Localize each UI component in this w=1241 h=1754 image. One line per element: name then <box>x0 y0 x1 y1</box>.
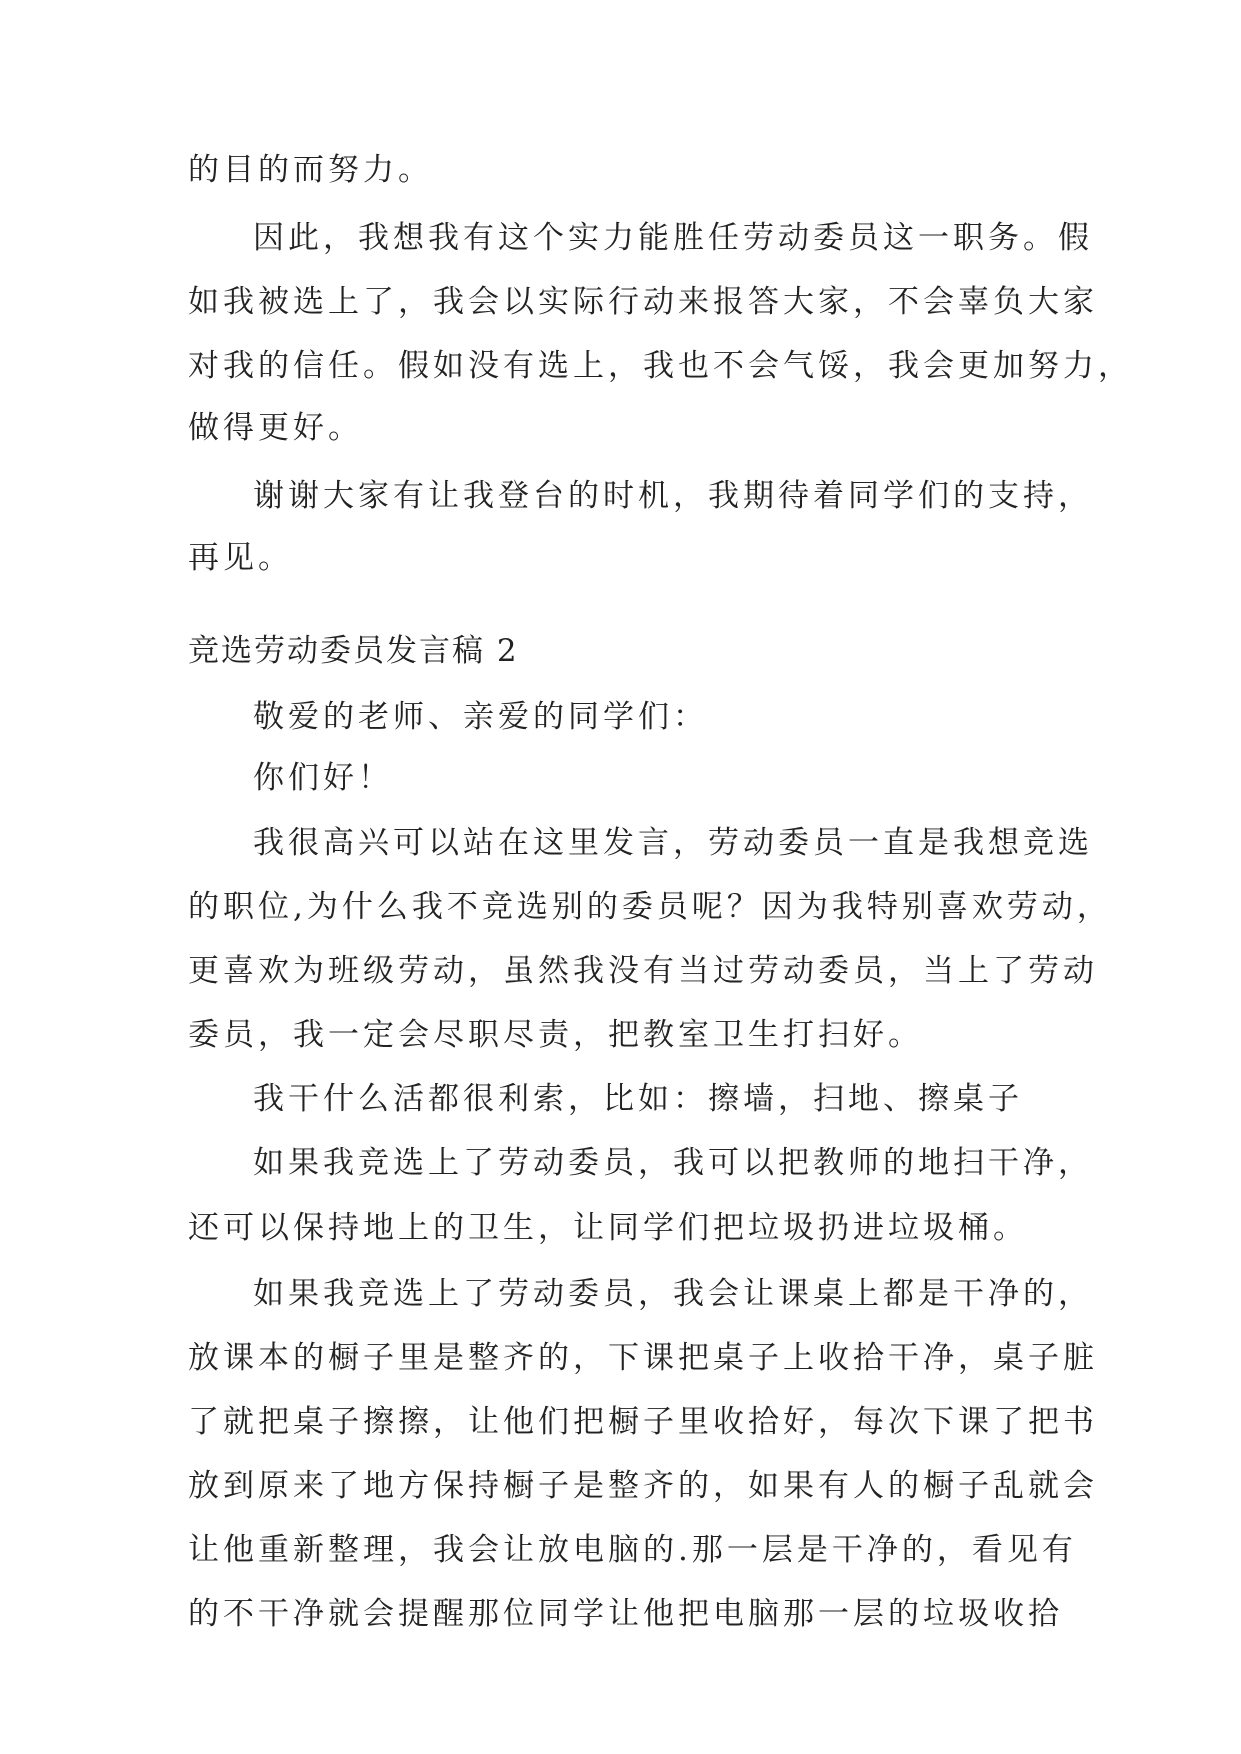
paragraph-line: 如我被选上了，我会以实际行动来报答大家，不会辜负大家 <box>188 284 1098 320</box>
paragraph-line: 的不干净就会提醒那位同学让他把电脑那一层的垃圾收拾 <box>188 1596 1063 1632</box>
paragraph-line: 更喜欢为班级劳动，虽然我没有当过劳动委员，当上了劳动 <box>188 953 1098 989</box>
paragraph-line: 如果我竞选上了劳动委员，我可以把教师的地扫干净， <box>253 1145 1093 1181</box>
paragraph-line: 如果我竞选上了劳动委员，我会让课桌上都是干净的， <box>253 1276 1093 1312</box>
paragraph-line: 放到原来了地方保持橱子是整齐的，如果有人的橱子乱就会 <box>188 1468 1098 1504</box>
paragraph-line: 再见。 <box>188 540 293 576</box>
section-title: 竞选劳动委员发言稿 2 <box>188 633 519 669</box>
paragraph-line: 的目的而努力。 <box>188 152 433 188</box>
paragraph-line: 谢谢大家有让我登台的时机，我期待着同学们的支持， <box>253 478 1093 514</box>
paragraph-line: 因此，我想我有这个实力能胜任劳动委员这一职务。假 <box>253 220 1093 256</box>
paragraph-line: 的职位,为什么我不竞选别的委员呢？因为我特别喜欢劳动， <box>188 889 1112 925</box>
paragraph-line: 让他重新整理，我会让放电脑的.那一层是干净的，看见有 <box>188 1532 1077 1568</box>
paragraph-line: 还可以保持地上的卫生，让同学们把垃圾扔进垃圾桶。 <box>188 1210 1028 1246</box>
paragraph-line: 做得更好。 <box>188 410 363 446</box>
paragraph-line: 我干什么活都很利索，比如：擦墙，扫地、擦桌子 <box>253 1081 1023 1117</box>
paragraph-line: 委员，我一定会尽职尽责，把教室卫生打扫好。 <box>188 1017 923 1053</box>
paragraph-line: 我很高兴可以站在这里发言，劳动委员一直是我想竞选 <box>253 825 1093 861</box>
paragraph-line: 放课本的橱子里是整齐的，下课把桌子上收拾干净，桌子脏 <box>188 1340 1098 1376</box>
paragraph-line: 你们好！ <box>253 760 393 796</box>
paragraph-line: 了就把桌子擦擦，让他们把橱子里收拾好，每次下课了把书 <box>188 1404 1098 1440</box>
paragraph-line: 敬爱的老师、亲爱的同学们： <box>253 699 708 735</box>
paragraph-line: 对我的信任。假如没有选上，我也不会气馁，我会更加努力， <box>188 348 1133 384</box>
